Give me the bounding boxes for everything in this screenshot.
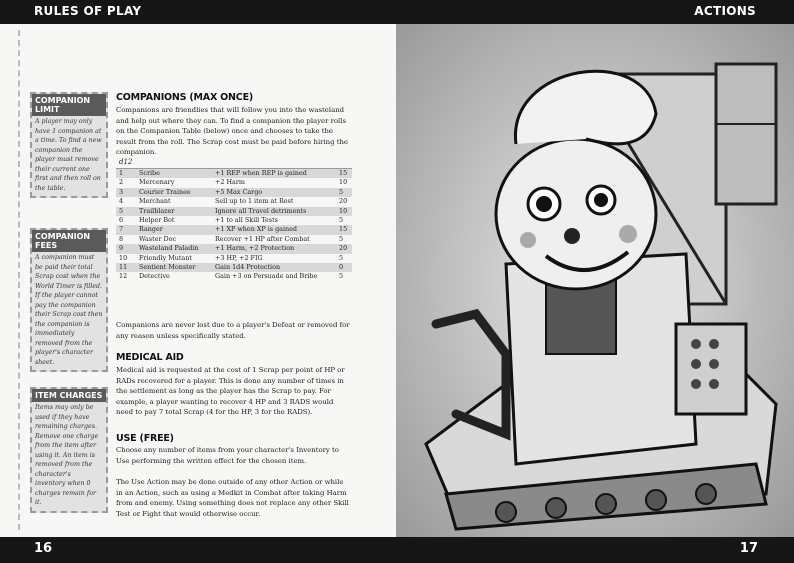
row-cost: 15 — [336, 225, 352, 234]
row-name: Trailblazer — [136, 207, 212, 216]
row-cost: 20 — [336, 244, 352, 253]
row-effect: +3 HP, +2 FIG — [215, 253, 263, 262]
row-cost: 0 — [336, 263, 352, 272]
table-row — [116, 197, 352, 206]
medical-aid-body: Medical aid is requested at the cost of 1 Scrap per point of HP or RADs recovered for a player. This is done any number of times in the settlement as long as the player has the Scrap to pay. For example, a player wanting to recover 4 HP and 3 RADS would need to pay 7 total Scrap (4 for the HP, 3 for the RADS). — [116, 366, 345, 416]
row-name: Sentient Monster — [136, 263, 212, 272]
row-name: Scribe — [136, 169, 212, 179]
row-name: Mercenary — [139, 178, 175, 187]
section-title-left: RULES OF PLAY — [34, 4, 142, 18]
sidebar-body: Items may only be used if they have remaining charges. Remove one charge from the item after using it. An item is removed from the character's inventory when 0 charges remain for it. — [35, 404, 99, 506]
row-number: 4 — [119, 197, 124, 206]
row-name: Ranger — [136, 225, 212, 234]
sidebar-title: COMPANION FEES — [32, 230, 106, 252]
row-cost: 10 — [336, 207, 352, 216]
use-heading: USE (FREE) — [116, 433, 174, 444]
sidebar-title: COMPANION LIMIT — [32, 94, 106, 116]
companions-outro: Companions are never lost due to a player's Defeat or removed for any reason unless specifically stated. — [116, 321, 350, 340]
row-number: 8 — [119, 234, 124, 243]
sidebar-companion-limit — [30, 92, 108, 198]
row-effect: Gain +3 on Persuade and Bribe — [215, 272, 318, 281]
row-effect: Recover +1 HP after Combat — [215, 234, 310, 243]
sidebar-body: A companion must be paid their total Scrap cost when the World Timer is filled. If the player cannot pay the companion their Scrap cost then the companion is immediately removed from the player's character sheet. — [35, 254, 103, 366]
row-cost: 5 — [336, 188, 352, 197]
row-number: 12 — [119, 272, 128, 281]
page-number-left: 16 — [34, 541, 53, 556]
table-row — [116, 178, 352, 187]
companion-table — [116, 158, 352, 282]
row-cost: 5 — [339, 272, 344, 281]
table-row — [116, 207, 352, 216]
row-number: 10 — [119, 253, 128, 262]
row-cost: 15 — [336, 169, 352, 179]
row-effect: +1 XP when XP is gained — [212, 225, 336, 234]
row-effect: Gain 1d4 Protection — [212, 263, 336, 272]
row-cost: 10 — [339, 178, 348, 187]
table-row — [116, 244, 352, 253]
table-row — [116, 235, 352, 244]
section-title-right: ACTIONS — [694, 4, 756, 18]
sidebar-title: ITEM CHARGES — [32, 389, 106, 402]
companions-intro: Companions are friendlies that will follow you into the wasteland and help out where they can. To find a companion the player rolls on the Companion Table (below) once and chooses to take the result from the roll. The Scrap cost must be paid before hiring the companion. — [116, 106, 349, 156]
row-number: 3 — [116, 188, 136, 197]
row-effect: Ignore all Travel detriments — [212, 207, 336, 216]
row-cost: 20 — [339, 197, 348, 206]
companions-heading: COMPANIONS (MAX ONCE) — [116, 92, 254, 103]
row-name: Helper Bot — [139, 216, 175, 225]
row-number: 2 — [119, 178, 124, 187]
table-row — [116, 254, 352, 263]
robot-illustration — [396, 24, 794, 537]
row-number: 1 — [116, 169, 136, 179]
table-row — [116, 272, 352, 281]
table-die-label: d12 — [116, 158, 352, 169]
row-cost: 5 — [339, 216, 344, 225]
row-name: Friendly Mutant — [139, 253, 192, 262]
row-cost: 5 — [339, 253, 344, 262]
row-cost: 5 — [339, 234, 344, 243]
row-effect: +1 Harm, +2 Protection — [212, 244, 336, 253]
row-number: 11 — [116, 263, 136, 272]
row-name: Waster Doc — [139, 234, 177, 243]
table-row — [116, 188, 352, 197]
use-body-2: The Use Action may be done outside of any other Action or while in an Action, such as using a Medkit in Combat after taking Harm from and enemy. Using something does not replace any other Skill Test or Fight that would otherwise occur. — [116, 478, 349, 518]
row-name: Detective — [139, 272, 170, 281]
page-edge-stripe — [18, 30, 22, 530]
row-number: 7 — [116, 225, 136, 234]
use-body-1: Choose any number of items from your character's Inventory to Use performing the written effect for the chosen item. — [116, 446, 339, 465]
table-row — [116, 225, 352, 234]
row-effect: +2 Harm — [215, 178, 245, 187]
illustration-page — [396, 24, 794, 537]
table-row — [116, 169, 352, 179]
row-number: 9 — [116, 244, 136, 253]
row-effect: +1 to all Skill Tests — [215, 216, 278, 225]
row-name: Wasteland Paladin — [136, 244, 212, 253]
table-row — [116, 263, 352, 272]
row-number: 6 — [119, 216, 124, 225]
row-name: Courier Trainee — [136, 188, 212, 197]
row-effect: +1 REP when REP is gained — [212, 169, 336, 179]
sidebar-body: A player may only have 1 companion at a time. To find a new companion the player must remove their current one first and then roll on the table. — [35, 118, 102, 192]
row-number: 5 — [116, 207, 136, 216]
row-effect: Sell up to 1 item at Rest — [215, 197, 294, 206]
sidebar-item-charges — [30, 387, 108, 513]
sidebar-companion-fees — [30, 228, 108, 372]
row-effect: +5 Max Cargo — [212, 188, 336, 197]
page-number-right: 17 — [739, 541, 758, 556]
row-name: Merchant — [139, 197, 171, 206]
footer-bar — [0, 537, 794, 563]
medical-aid-heading: MEDICAL AID — [116, 352, 184, 363]
table-row — [116, 216, 352, 225]
